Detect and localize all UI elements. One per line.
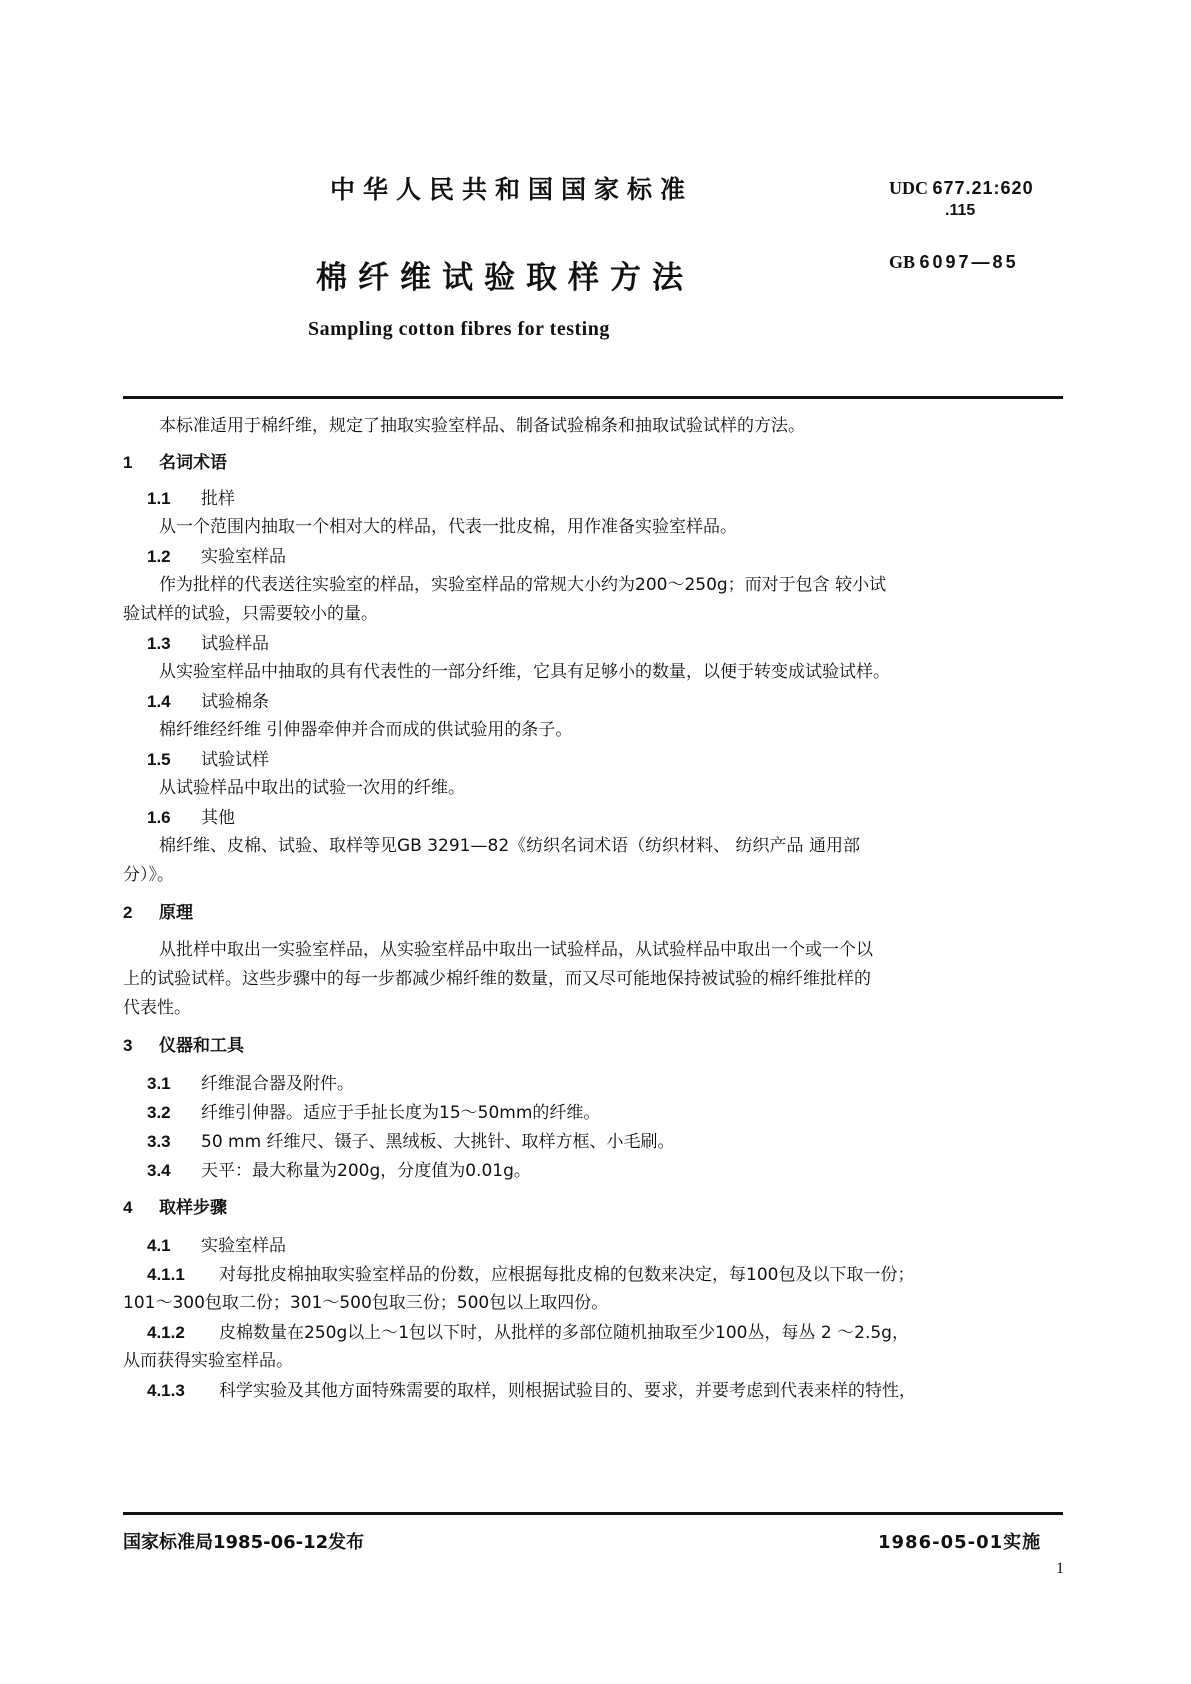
gb-label: GB [889, 252, 916, 272]
step-4-1-3: 4.1.3 科学实验及其他方面特殊需要的取样，则根据试验目的、要求，并要考虑到代表来样的特性， [147, 1381, 916, 1401]
intro-paragraph: 本标准适用于棉纤维，规定了抽取实验室样品、制备试验棉条和抽取试验试样的方法。 [159, 416, 805, 436]
instrument-3-3: 3.3 50 mm 纤维尺、镊子、黑绒板、大挑针、取样方框、小毛刷。 [147, 1132, 675, 1152]
section-2-heading: 2 原理 [123, 903, 193, 923]
udc-label: UDC [889, 178, 928, 198]
term-1-2-heading: 1.2 实验室样品 [147, 547, 286, 567]
section-4-heading: 4 取样步骤 [123, 1198, 227, 1218]
page-number: 1 [1056, 1560, 1064, 1577]
gb-code [889, 252, 1019, 273]
udc-number: 677.21:620 [932, 178, 1034, 198]
section-1-heading: 1 名词术语 [123, 453, 227, 473]
term-1-1-text: 从一个范围内抽取一个相对大的样品，代表一批皮棉，用作准备实验室样品。 [159, 517, 737, 537]
document-body [123, 412, 1063, 1405]
footer-divider [123, 1512, 1063, 1515]
term-1-5-text: 从试验样品中取出的试验一次用的纤维。 [159, 778, 465, 798]
instrument-3-1: 3.1 纤维混合器及附件。 [147, 1074, 354, 1094]
term-1-2-text-cont: 验试样的试验，只需要较小的量。 [123, 604, 378, 624]
term-1-6-text: 棉纤维、皮棉、试验、取样等见GB 3291—82《纺织名词术语（纺织材料、 纺织产品 通用部 [159, 836, 860, 856]
term-1-4-text: 棉纤维经纤维 引伸器牵伸并合而成的供试验用的条子。 [159, 720, 573, 740]
term-1-6-text-cont: 分）》。 [123, 865, 174, 885]
principle-text-cont-1: 上的试验试样。这些步骤中的每一步都减少棉纤维的数量，而又尽可能地保持被试验的棉纤维批样的 [123, 969, 871, 989]
step-4-1-2-cont: 从而获得实验室样品。 [123, 1351, 293, 1371]
subsection-4-1-heading: 4.1 实验室样品 [147, 1236, 286, 1256]
issue-date: 国家标准局1985-06-12发布 [123, 1532, 365, 1553]
principle-text: 从批样中取出一实验室样品，从实验室样品中取出一试验样品，从试验样品中取出一个或一个以 [159, 940, 873, 960]
term-1-2-text: 作为批样的代表送往实验室的样品，实验室样品的常规大小约为200～250g；而对于包含 较小试 [159, 575, 887, 595]
step-4-1-2: 4.1.2 皮棉数量在250g以上～1包以下时，从批样的多部位随机抽取至少100丛，每丛 2 ～2.5g， [147, 1323, 909, 1343]
step-4-1-1-cont: 101～300包取二份；301～500包取三份；500包以上取四份。 [123, 1293, 609, 1313]
udc-number-continued: .115 [945, 202, 976, 219]
term-1-3-heading: 1.3 试验样品 [147, 634, 269, 654]
term-1-6-heading: 1.6 其他 [147, 808, 235, 828]
document-title-en: Sampling cotton fibres for testing [308, 318, 610, 340]
section-3-heading: 3 仪器和工具 [123, 1036, 244, 1056]
term-1-1-heading: 1.1 批样 [147, 489, 235, 509]
udc-code [889, 178, 1034, 199]
document-title-cn: 棉纤维试验取样方法 [316, 260, 694, 296]
national-standard-heading: 中华人民共和国国家标准 [330, 175, 694, 204]
instrument-3-4: 3.4 天平：最大称量为200g，分度值为0.01g。 [147, 1161, 531, 1181]
header-divider [123, 396, 1063, 399]
term-1-3-text: 从实验室样品中抽取的具有代表性的一部分纤维，它具有足够小的数量，以便于转变成试验试样。 [159, 662, 890, 682]
term-1-4-heading: 1.4 试验棉条 [147, 692, 269, 712]
effective-date: 1986-05-01实施 [878, 1532, 1042, 1553]
step-4-1-1: 4.1.1 对每批皮棉抽取实验室样品的份数，应根据每批皮棉的包数来决定，每100包及以下取一份； [147, 1265, 915, 1285]
gb-number: 6097—85 [919, 252, 1019, 272]
principle-text-cont-2: 代表性。 [123, 998, 191, 1018]
instrument-3-2: 3.2 纤维引伸器。适应于手扯长度为15～50mm的纤维。 [147, 1103, 601, 1123]
term-1-5-heading: 1.5 试验试样 [147, 750, 269, 770]
